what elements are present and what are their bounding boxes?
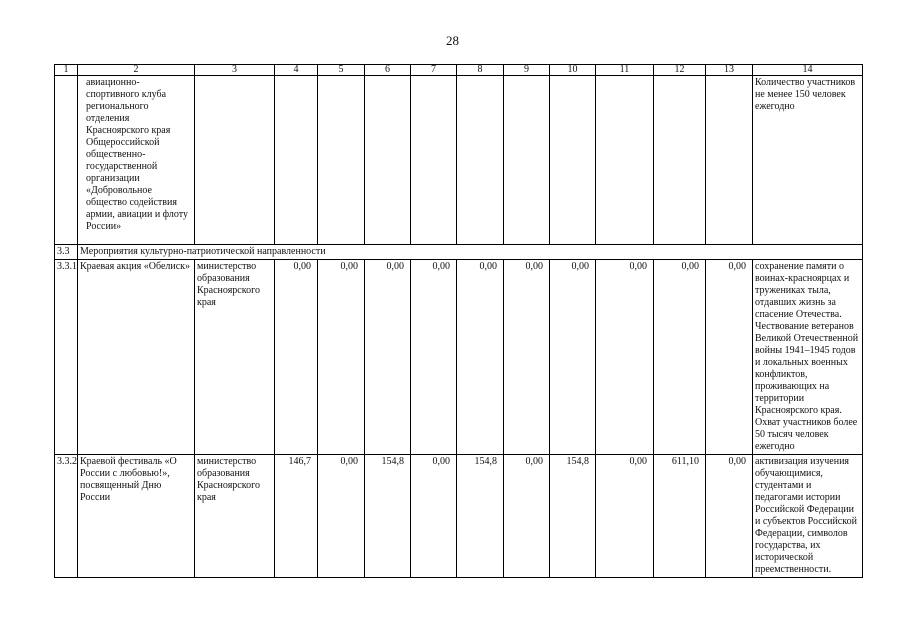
column-number: 3 [195, 65, 275, 76]
value-cell: 0,00 [504, 455, 550, 578]
page-number: 28 [446, 33, 459, 48]
value-cell: 0,00 [365, 260, 411, 455]
value-cell: 154,8 [457, 455, 504, 578]
value-cell: 0,00 [706, 260, 753, 455]
expected-result: Количество участников не менее 150 человек ежегодно [753, 76, 863, 245]
value-cell: 0,00 [411, 260, 457, 455]
value-cell: 154,8 [365, 455, 411, 578]
expected-result: сохранение памяти о воинах-красноярцах и тружениках тыла, отдавших жизнь за спасение Отечества. Чествование ветеранов Великой Отечественной войны 1941–1945 годов и локальных военных конфликтов, проживающих на территории Красноярского края. Охват участников более 50 тысяч человек ежегодно [753, 260, 863, 455]
column-number: 10 [550, 65, 596, 76]
column-number: 9 [504, 65, 550, 76]
value-cell: 154,8 [550, 455, 596, 578]
value-cell: 0,00 [706, 455, 753, 578]
item-code: 3.3.2 [55, 455, 78, 578]
value-cell: 0,00 [411, 455, 457, 578]
item-code: 3.3.1 [55, 260, 78, 455]
value-cell: 0,00 [275, 260, 318, 455]
column-number: 7 [411, 65, 457, 76]
table-row [55, 260, 863, 455]
value-cell: 0,00 [504, 260, 550, 455]
measure-name: авиационно-спортивного клуба регионального отделения Красноярского края Общероссийской общественно-государственной организации «Добровольное общество содействия армии, авиации и флоту России» [78, 76, 195, 245]
value-cell: 0,00 [550, 260, 596, 455]
column-number-row [55, 65, 863, 76]
executor: министерство образования Красноярского края [195, 260, 275, 455]
column-number: 8 [457, 65, 504, 76]
value-cell: 0,00 [596, 260, 654, 455]
measure-name: Краевой фестиваль «О России с любовью!», посвященный Дню России [78, 455, 195, 578]
column-number: 12 [654, 65, 706, 76]
program-table [54, 64, 863, 578]
value-cell: 611,10 [654, 455, 706, 578]
value-cell: 146,7 [275, 455, 318, 578]
expected-result: активизация изучения обучающимися, студентами и педагогами истории Российской Федерации и субъектов Российской Федерации, символов государства, их исторической преемственности. [753, 455, 863, 578]
section-code: 3.3 [55, 245, 78, 260]
measure-name: Краевая акция «Обелиск» [78, 260, 195, 455]
value-cell: 0,00 [318, 260, 365, 455]
value-cell: 0,00 [654, 260, 706, 455]
column-number: 2 [78, 65, 195, 76]
section-title: Мероприятия культурно-патриотической направленности [78, 245, 863, 260]
column-number: 4 [275, 65, 318, 76]
executor: министерство образования Красноярского края [195, 455, 275, 578]
column-number: 5 [318, 65, 365, 76]
column-number: 1 [55, 65, 78, 76]
column-number: 13 [706, 65, 753, 76]
value-cell: 0,00 [318, 455, 365, 578]
value-cell: 0,00 [596, 455, 654, 578]
column-number: 6 [365, 65, 411, 76]
value-cell: 0,00 [457, 260, 504, 455]
column-number: 14 [753, 65, 863, 76]
table-row [55, 455, 863, 578]
table-row [55, 76, 863, 245]
column-number: 11 [596, 65, 654, 76]
section-row [55, 245, 863, 260]
